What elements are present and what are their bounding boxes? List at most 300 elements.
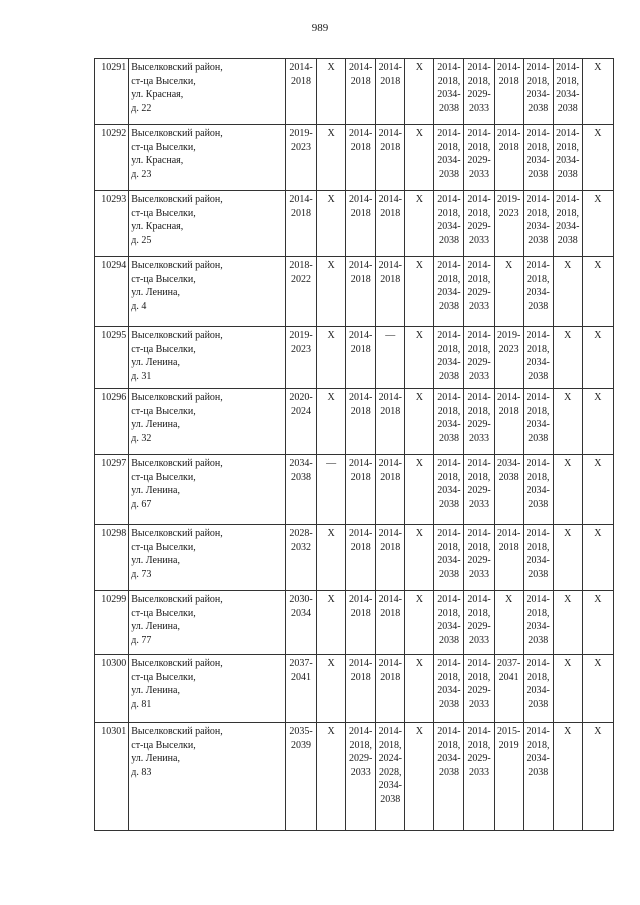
- period-line: 2038: [557, 234, 578, 246]
- period-line: 2029-: [467, 357, 491, 368]
- period-line: 2018: [291, 207, 312, 219]
- period-line: 2028,: [379, 766, 402, 778]
- period-line: 2014-: [437, 458, 461, 469]
- period-line: 2018,: [349, 739, 372, 751]
- period-cell: [464, 389, 494, 455]
- period-line: X: [564, 528, 572, 539]
- period-cell: [523, 59, 553, 125]
- address-line: ст-ца Выселки,: [131, 405, 196, 417]
- period-line: 2014-: [437, 726, 461, 737]
- period-line: 2018,: [437, 671, 461, 683]
- period-line: X: [415, 392, 423, 403]
- period-line: 2038: [438, 698, 459, 710]
- period-line: 2018,: [526, 739, 550, 751]
- period-cell: [464, 723, 494, 831]
- period-line: 2029-: [467, 221, 491, 232]
- period-cell: [582, 723, 613, 831]
- address-cell: [129, 125, 286, 191]
- period-line: 2014-: [437, 330, 461, 341]
- period-cell: [376, 125, 405, 191]
- period-cell: [434, 455, 464, 525]
- period-line: 2029-: [467, 419, 491, 430]
- period-cell: [464, 455, 494, 525]
- period-line: X: [415, 528, 423, 539]
- period-line: X: [504, 594, 513, 605]
- period-cell: [523, 455, 553, 525]
- period-cell: [494, 455, 523, 525]
- period-cell: [464, 327, 494, 389]
- period-cell: [405, 455, 434, 525]
- period-line: X: [415, 62, 423, 73]
- period-cell: [553, 257, 582, 327]
- period-line: 2014-: [526, 528, 550, 539]
- period-line: 2014-: [437, 260, 461, 271]
- period-line: 2014-: [467, 392, 491, 403]
- period-line: X: [564, 726, 572, 737]
- period-line: 2034-: [437, 155, 461, 166]
- address-cell: [129, 525, 286, 591]
- period-line: 2018: [380, 471, 401, 483]
- period-cell: [346, 723, 376, 831]
- address-cell: [129, 455, 286, 525]
- period-line: 2028-: [289, 528, 313, 539]
- period-line: X: [327, 658, 335, 669]
- period-cell: [317, 723, 346, 831]
- period-line: X: [327, 260, 335, 271]
- period-line: 2038: [380, 793, 401, 805]
- period-line: 2018: [350, 75, 371, 87]
- period-cell: [434, 591, 464, 655]
- period-cell: [405, 125, 434, 191]
- address-line: Выселковский район,: [131, 528, 223, 539]
- period-line: 2033: [469, 498, 490, 510]
- period-cell: [434, 257, 464, 327]
- address-line: Выселковский район,: [131, 658, 223, 669]
- period-cell: [376, 327, 405, 389]
- period-cell: [494, 525, 523, 591]
- address-line: Выселковский район,: [131, 330, 223, 341]
- period-line: X: [564, 392, 572, 403]
- row-number: 10293: [95, 191, 129, 257]
- period-line: 2023: [291, 141, 312, 153]
- row-number: 10295: [95, 327, 129, 389]
- period-line: 2038: [528, 498, 549, 510]
- period-line: 2014-: [378, 458, 402, 469]
- period-cell: [376, 257, 405, 327]
- table-row: [95, 191, 614, 257]
- period-line: 2034-: [556, 221, 580, 232]
- period-line: 2014-: [526, 194, 550, 205]
- period-line: 2038: [438, 300, 459, 312]
- period-cell: [553, 591, 582, 655]
- period-line: 2014-: [467, 194, 491, 205]
- period-line: 2034-: [437, 555, 461, 566]
- period-line: 2014-: [556, 62, 580, 73]
- period-line: 2018: [380, 405, 401, 417]
- period-line: 2014-: [526, 330, 550, 341]
- period-line: 2018,: [437, 207, 461, 219]
- period-line: —: [326, 458, 337, 469]
- row-number: 10298: [95, 525, 129, 591]
- period-line: 2039: [291, 739, 312, 751]
- period-cell: [285, 525, 316, 591]
- period-cell: [317, 191, 346, 257]
- period-line: X: [415, 260, 423, 271]
- period-line: 2038: [498, 471, 519, 483]
- period-line: 2018: [350, 671, 371, 683]
- period-line: 2018,: [526, 141, 550, 153]
- table-row: [95, 655, 614, 723]
- period-line: 2034-: [437, 287, 461, 298]
- period-cell: [582, 257, 613, 327]
- address-line: ул. Ленина,: [131, 485, 180, 496]
- period-line: 2014-: [349, 194, 373, 205]
- period-line: 2014-: [349, 458, 373, 469]
- row-number: 10296: [95, 389, 129, 455]
- period-line: X: [415, 128, 423, 139]
- table-row: [95, 327, 614, 389]
- period-cell: [346, 525, 376, 591]
- period-line: 2033: [469, 300, 490, 312]
- period-line: 2034-: [526, 555, 550, 566]
- period-line: 2034-: [526, 357, 550, 368]
- period-cell: [494, 191, 523, 257]
- period-cell: [464, 591, 494, 655]
- period-line: 2014-: [349, 658, 373, 669]
- period-line: 2018: [350, 343, 371, 355]
- address-line: д. 67: [131, 498, 152, 510]
- period-line: 2018-: [289, 260, 313, 271]
- address-cell: [129, 591, 286, 655]
- period-line: 2014-: [349, 594, 373, 605]
- period-cell: [464, 525, 494, 591]
- period-line: X: [327, 194, 335, 205]
- period-cell: [405, 389, 434, 455]
- address-line: Выселковский район,: [131, 260, 223, 271]
- period-line: 2033: [469, 370, 490, 382]
- period-line: 2018: [350, 541, 371, 553]
- period-line: X: [564, 330, 572, 341]
- period-line: 2018,: [437, 471, 461, 483]
- period-cell: [376, 591, 405, 655]
- address-line: ул. Ленина,: [131, 621, 180, 632]
- period-line: 2024: [291, 405, 312, 417]
- period-cell: [346, 327, 376, 389]
- address-line: ст-ца Выселки,: [131, 471, 196, 483]
- period-line: 2018,: [379, 739, 402, 751]
- period-line: 2014-: [378, 62, 402, 73]
- address-line: д. 25: [131, 234, 152, 246]
- period-cell: [494, 591, 523, 655]
- period-line: 2034-: [437, 685, 461, 696]
- period-cell: [523, 525, 553, 591]
- period-line: 2018: [380, 671, 401, 683]
- row-number: 10300: [95, 655, 129, 723]
- address-line: ст-ца Выселки,: [131, 739, 196, 751]
- period-line: 2034-: [496, 458, 521, 469]
- registry-table: [94, 58, 614, 831]
- period-line: 2018: [498, 541, 519, 553]
- period-line: 2038: [528, 300, 549, 312]
- period-line: 2030-: [289, 594, 313, 605]
- period-cell: [464, 191, 494, 257]
- period-cell: [317, 389, 346, 455]
- address-line: ул. Красная,: [131, 89, 184, 100]
- period-cell: [317, 591, 346, 655]
- period-cell: [582, 655, 613, 723]
- period-line: 2038: [528, 698, 549, 710]
- period-line: 2018: [498, 141, 519, 153]
- period-line: 2014-: [526, 128, 550, 139]
- period-cell: [285, 389, 316, 455]
- period-line: X: [327, 330, 335, 341]
- period-line: 2038: [438, 168, 459, 180]
- period-cell: [434, 59, 464, 125]
- period-cell: [494, 723, 523, 831]
- period-line: 2014-: [556, 128, 580, 139]
- period-line: 2018: [350, 405, 371, 417]
- period-cell: [434, 125, 464, 191]
- period-cell: [285, 257, 316, 327]
- address-line: ул. Ленина,: [131, 685, 180, 696]
- address-cell: [129, 191, 286, 257]
- period-line: X: [564, 594, 572, 605]
- period-cell: [376, 525, 405, 591]
- table-row: [95, 591, 614, 655]
- address-line: ст-ца Выселки,: [131, 75, 196, 87]
- period-line: 2034-: [526, 621, 550, 632]
- period-line: 2034-: [378, 780, 402, 791]
- period-line: 2034-: [437, 753, 461, 764]
- period-line: 2018,: [437, 739, 461, 751]
- period-cell: [346, 125, 376, 191]
- period-line: 2033: [469, 568, 490, 580]
- period-cell: [285, 591, 316, 655]
- period-line: 2033: [469, 634, 490, 646]
- period-cell: [582, 125, 613, 191]
- address-line: ст-ца Выселки,: [131, 207, 196, 219]
- period-cell: [434, 327, 464, 389]
- period-line: 2029-: [467, 753, 491, 764]
- period-line: 2018,: [467, 671, 491, 683]
- period-line: 2029-: [467, 555, 491, 566]
- period-cell: [582, 591, 613, 655]
- period-line: X: [327, 62, 335, 73]
- period-line: 2032: [291, 541, 312, 553]
- period-line: 2022: [291, 273, 312, 285]
- period-line: —: [385, 330, 396, 341]
- period-cell: [464, 655, 494, 723]
- period-line: 2014-: [378, 194, 402, 205]
- period-cell: [405, 327, 434, 389]
- period-line: X: [594, 194, 602, 205]
- period-line: 2018,: [526, 405, 550, 417]
- period-line: 2034-: [526, 287, 550, 298]
- period-cell: [434, 389, 464, 455]
- period-line: 2018: [498, 405, 519, 417]
- table-row: [95, 389, 614, 455]
- period-line: 2029-: [467, 621, 491, 632]
- period-cell: [523, 327, 553, 389]
- period-line: 2038: [528, 234, 549, 246]
- period-line: 2018,: [526, 607, 550, 619]
- table-row: [95, 59, 614, 125]
- address-line: ул. Ленина,: [131, 419, 180, 430]
- period-line: 2038: [528, 432, 549, 444]
- period-line: 2014-: [526, 62, 550, 73]
- address-cell: [129, 389, 286, 455]
- period-line: 2023: [291, 343, 312, 355]
- address-cell: [129, 59, 286, 125]
- period-line: 2034-: [556, 89, 580, 100]
- period-cell: [553, 327, 582, 389]
- period-cell: [464, 59, 494, 125]
- period-cell: [405, 591, 434, 655]
- period-line: 2033: [469, 234, 490, 246]
- period-cell: [582, 327, 613, 389]
- address-line: Выселковский район,: [131, 392, 223, 403]
- period-line: 2033: [350, 766, 371, 778]
- period-line: 2014-: [526, 726, 550, 737]
- period-line: 2038: [438, 766, 459, 778]
- address-line: Выселковский район,: [131, 726, 223, 737]
- period-line: 2014-: [467, 726, 491, 737]
- period-line: 2037-: [496, 658, 521, 669]
- period-line: 2034-: [526, 685, 550, 696]
- period-cell: [553, 125, 582, 191]
- period-line: 2014-: [437, 392, 461, 403]
- period-line: X: [415, 330, 423, 341]
- period-line: 2018: [380, 541, 401, 553]
- period-cell: [494, 257, 523, 327]
- period-line: 2014-: [467, 62, 491, 73]
- period-cell: [346, 191, 376, 257]
- address-line: Выселковский район,: [131, 458, 223, 469]
- period-line: 2033: [469, 698, 490, 710]
- address-line: ст-ца Выселки,: [131, 541, 196, 553]
- address-cell: [129, 723, 286, 831]
- address-line: д. 31: [131, 370, 152, 382]
- period-line: 2034-: [437, 621, 461, 632]
- period-cell: [405, 655, 434, 723]
- period-cell: [285, 655, 316, 723]
- period-line: 2038: [528, 568, 549, 580]
- period-line: 2034-: [289, 458, 313, 469]
- period-line: 2014-: [467, 528, 491, 539]
- period-line: 2014-: [556, 194, 580, 205]
- period-cell: [553, 191, 582, 257]
- period-line: 2014-: [349, 128, 373, 139]
- period-line: X: [594, 62, 602, 73]
- period-line: 2014-: [378, 726, 402, 737]
- address-line: ул. Ленина,: [131, 555, 180, 566]
- period-line: 2034-: [437, 419, 461, 430]
- period-line: X: [327, 528, 335, 539]
- period-cell: [494, 59, 523, 125]
- period-line: 2018,: [437, 141, 461, 153]
- period-cell: [434, 191, 464, 257]
- period-cell: [523, 257, 553, 327]
- period-line: 2038: [438, 234, 459, 246]
- period-line: 2014-: [349, 62, 373, 73]
- period-line: 2034-: [437, 89, 461, 100]
- period-cell: [346, 655, 376, 723]
- period-cell: [346, 591, 376, 655]
- address-line: д. 73: [131, 568, 152, 580]
- period-line: X: [415, 194, 423, 205]
- period-line: 2014-: [437, 128, 461, 139]
- address-line: д. 23: [131, 168, 152, 180]
- period-line: 2018,: [437, 607, 461, 619]
- period-cell: [464, 125, 494, 191]
- address-line: Выселковский район,: [131, 62, 223, 73]
- table-row: [95, 257, 614, 327]
- period-line: 2019-: [496, 330, 521, 341]
- period-line: 2018,: [556, 75, 580, 87]
- period-line: 2014-: [349, 330, 373, 341]
- address-line: д. 77: [131, 634, 152, 646]
- period-line: 2018: [350, 607, 371, 619]
- period-line: 2018,: [467, 343, 491, 355]
- period-line: 2029-: [467, 685, 491, 696]
- period-line: 2019-: [496, 194, 521, 205]
- period-cell: [553, 59, 582, 125]
- period-line: 2023: [498, 207, 519, 219]
- period-cell: [405, 59, 434, 125]
- period-cell: [494, 655, 523, 723]
- table-row: [95, 525, 614, 591]
- row-number: 10299: [95, 591, 129, 655]
- period-line: 2019-: [289, 330, 313, 341]
- period-line: 2014-: [467, 458, 491, 469]
- period-cell: [376, 723, 405, 831]
- period-line: 2037-: [289, 658, 313, 669]
- period-line: 2014-: [349, 260, 373, 271]
- period-cell: [553, 723, 582, 831]
- period-line: 2014-: [496, 128, 521, 139]
- period-line: 2034-: [526, 155, 550, 166]
- period-line: 2014-: [378, 528, 402, 539]
- period-cell: [346, 257, 376, 327]
- period-cell: [434, 723, 464, 831]
- address-line: д. 32: [131, 432, 152, 444]
- period-line: 2033: [469, 102, 490, 114]
- period-line: 2014-: [289, 194, 313, 205]
- address-line: ул. Ленина,: [131, 287, 180, 298]
- period-cell: [346, 455, 376, 525]
- period-line: 2019-: [289, 128, 313, 139]
- period-line: 2014-: [437, 194, 461, 205]
- address-line: ул. Ленина,: [131, 357, 180, 368]
- period-line: 2014-: [467, 260, 491, 271]
- address-cell: [129, 257, 286, 327]
- period-line: 2014-: [349, 528, 373, 539]
- period-line: 2014-: [496, 528, 521, 539]
- period-line: 2014-: [467, 128, 491, 139]
- period-cell: [494, 327, 523, 389]
- period-line: 2038: [438, 102, 459, 114]
- period-cell: [494, 125, 523, 191]
- period-line: X: [415, 458, 423, 469]
- period-cell: [285, 191, 316, 257]
- period-line: 2018,: [467, 207, 491, 219]
- period-cell: [376, 191, 405, 257]
- address-line: ст-ца Выселки,: [131, 343, 196, 355]
- period-line: 2018,: [437, 273, 461, 285]
- row-number: 10301: [95, 723, 129, 831]
- period-cell: [346, 59, 376, 125]
- period-cell: [405, 525, 434, 591]
